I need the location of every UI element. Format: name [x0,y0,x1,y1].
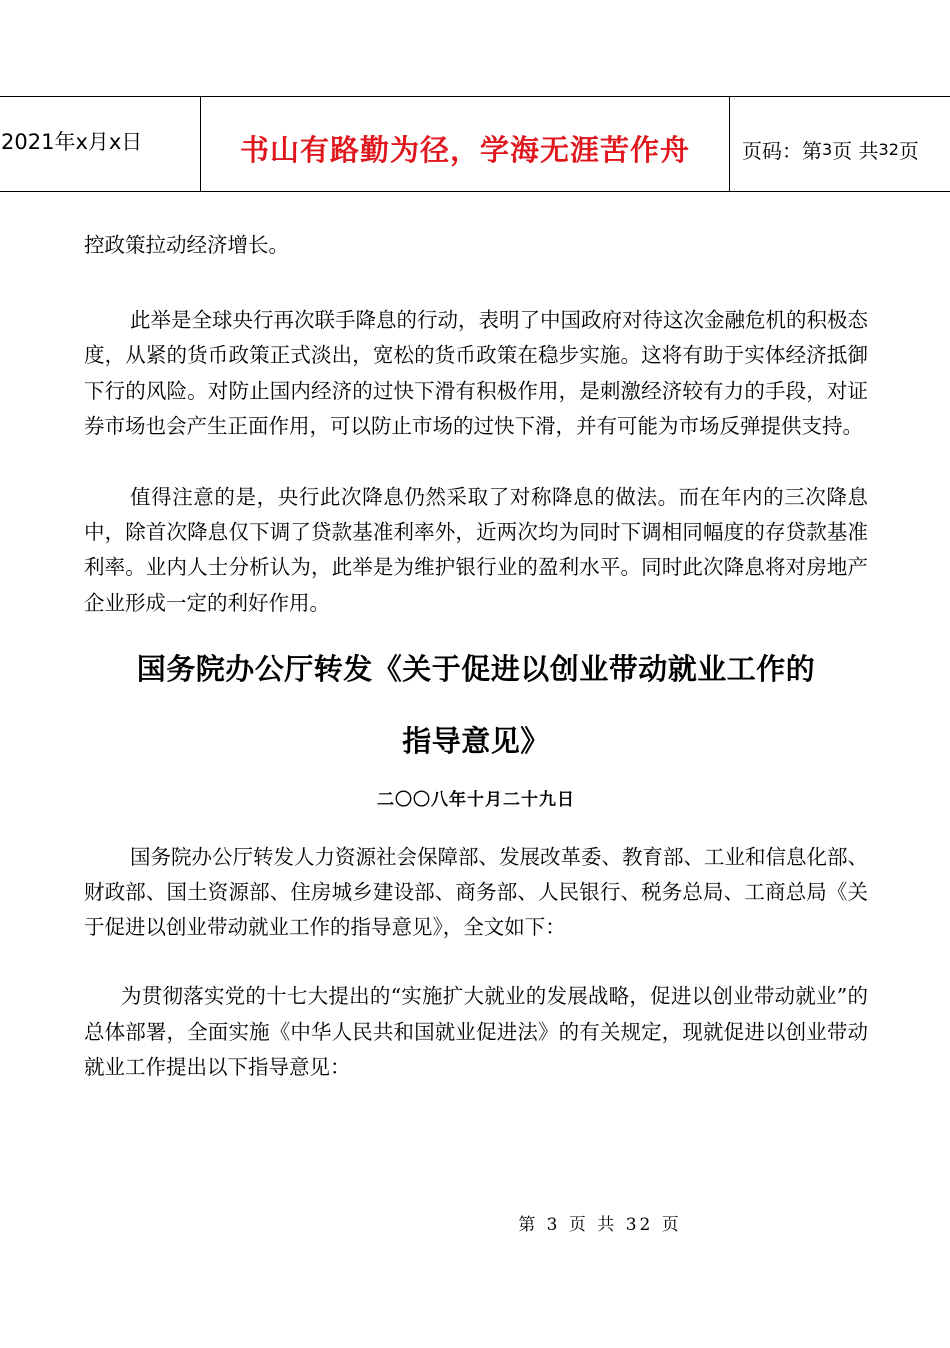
article-title-line1: 国务院办公厅转发《关于促进以创业带动就业工作的 [136,651,816,686]
header-page-total: 32 [878,139,899,159]
paragraph-guidance: 为贯彻落实党的十七大提出的“实施扩大就业的发展战略，促进以创业带动就业”的总体部署，全面实施《中华人民共和国就业促进法》的有关规定，现就促进以创业带动就业工作提出以下指导意见： [84,984,868,1079]
paragraph-rate-cut: 此举是全球央行再次联手降息的行动，表明了中国政府对待这次金融危机的积极态度，从紧的货币政策正式淡出，宽松的货币政策在稳步实施。这将有助于实体经济抵御下行的风险。对防止国内经济的过快下滑有积极作用，是刺激经济较有力的手段，对证券市场也会产生正面作用，可以防止市场的过快下滑，并有可能为市场反弹提供支持。 [84,308,868,438]
paragraph-continuation: 控政策拉动经济增长。 [84,233,289,257]
page-header [0,96,950,192]
header-page-number: 3 [822,139,833,159]
paragraph-forwarding: 国务院办公厅转发人力资源社会保障部、发展改革委、教育部、工业和信息化部、财政部、国土资源部、住房城乡建设部、商务部、人民银行、税务总局、工商总局《关于促进以创业带动就业工作的指导意见》，全文如下： [84,844,868,940]
page-footer: 第 3 页 共 32 页 [518,1215,682,1235]
article-date: 二〇〇八年十月二十九日 [377,789,575,810]
header-page-label: 页码：第 [742,138,822,163]
header-date: 2021年x月x日 [1,130,143,154]
paragraph-symmetric-cut: 值得注意的是，央行此次降息仍然采取了对称降息的做法。而在年内的三次降息中，除首次降息仅下调了贷款基准利率外，近两次均为同时下调相同幅度的存贷款基准利率。业内人士分析认为，此举是为维护银行业的盈利水平。同时此次降息将对房地产企业形成一定的利好作用。 [84,485,868,615]
header-page-mid: 页 共 [832,138,879,163]
header-motto: 书山有路勤为径，学海无涯苦作舟 [200,97,730,191]
header-page-info [730,97,950,191]
header-page-end: 页 [898,138,919,163]
article-title-line2: 指导意见》 [402,723,550,758]
document-body [84,228,868,1085]
